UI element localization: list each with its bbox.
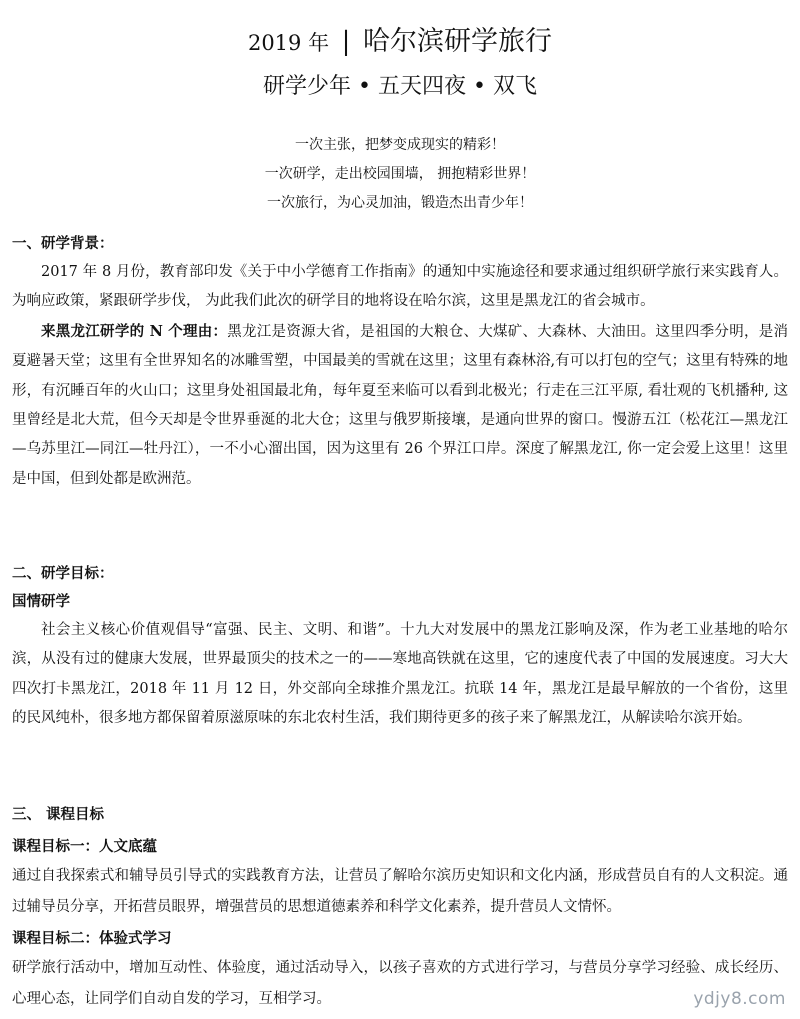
section-heading: 二、研学目标：: [12, 565, 114, 582]
reasons-text: 黑龙江是资源大省，是祖国的大粮仓、大煤矿、大森林、大油田。这里四季分明，是消夏避暑天堂；这里有全世界知名的冰雕雪塑，中国最美的雪就在这里；这里有森林浴,有可以打包的空气；这里有特殊的地形，有沉睡百年的火山口；这里身处祖国最北角，每年夏至来临可以看到北极光；行走在三江平原, 看壮观的飞机播种, 这里曾经是北大荒，但今天却是令世界垂涎的北大仓；这里与俄罗斯接壤，是通向世界的窗口。慢游五江（松花江—黑龙江—乌苏里江—同江—牡丹江），一不小心溜出国，因为这里有 26 个界江口岸。深度了解黑龙江, 你一定会爱上这里！这里是中国，但到处都是欧洲范。: [12, 323, 788, 487]
course-goal-text: 研学旅行活动中，增加互动性、体验度，通过活动导入，以孩子喜欢的方式进行学习，与营员分享学习经验、成长经历、心理心态，让同学们自动自发的学习，互相学习。: [12, 960, 788, 1007]
title-separator: |: [341, 27, 351, 57]
paragraph-policy: 2017 年 8 月份，教育部印发《关于中小学德育工作指南》的通知中实施途径和要求通过组织研学旅行来实践育人。为响应政策，紧跟研学步伐， 为此我们此次的研学目的地将设在哈尔滨，这里是黑龙江的省会城市。: [12, 264, 788, 310]
page-title: [0, 22, 800, 63]
slogan-line: 一次主张，把梦变成现实的精彩！: [295, 137, 505, 153]
slogan-block: [0, 131, 800, 218]
reasons-lead: 来黑龙江研学的 N 个理由：: [41, 322, 228, 340]
section-heading: 一、研学背景：: [12, 235, 114, 252]
section-subheading: 国情研学: [12, 593, 70, 610]
course-goal-title: 课程目标二：体验式学习: [12, 930, 172, 947]
title-text: 哈尔滨研学旅行: [363, 26, 553, 57]
course-goal-text: 通过自我探索式和辅导员引导式的实践教育方法，让营员了解哈尔滨历史知识和文化内涵，形成营员自有的人文积淀。通过辅导员分享，开拓营员眼界，增强营员的思想道德素养和科学文化素养，提升营员人文情怀。: [12, 868, 788, 915]
watermark: ydjy8.com: [693, 989, 786, 1009]
section-goals: [12, 560, 788, 734]
course-goal-title: 课程目标一：人文底蕴: [12, 838, 157, 855]
page-subtitle: 研学少年 • 五天四夜 • 双飞: [263, 74, 537, 99]
slogan-line: 一次旅行，为心灵加油，锻造杰出青少年！: [267, 195, 533, 211]
section-heading: 三、 课程目标: [12, 806, 105, 823]
slogan-line: 一次研学，走出校园围墙， 拥抱精彩世界！: [264, 166, 536, 182]
title-year: 2019 年: [247, 31, 330, 55]
section-background: [12, 230, 788, 494]
paragraph-national: 社会主义核心价值观倡导“富强、民主、文明、和谐”。十九大对发展中的黑龙江影响及深，作为老工业基地的哈尔滨，从没有过的健康大发展，世界最顶尖的技术之一的——寒地高铁就在这里，它的速度代表了中国的发展速度。习大大四次打卡黑龙江，2018 年 11 月 12 日，外交部向全球推介黑龙江。抗联 14 年，黑龙江是最早解放的一个省份，这里的民风纯朴，很多地方都保留着原滋原味的东北农村生活，我们期待更多的孩子来了解黑龙江，从解读哈尔滨开始。: [12, 622, 788, 727]
paragraph-reasons: [12, 317, 788, 494]
section-course: [12, 801, 788, 1015]
